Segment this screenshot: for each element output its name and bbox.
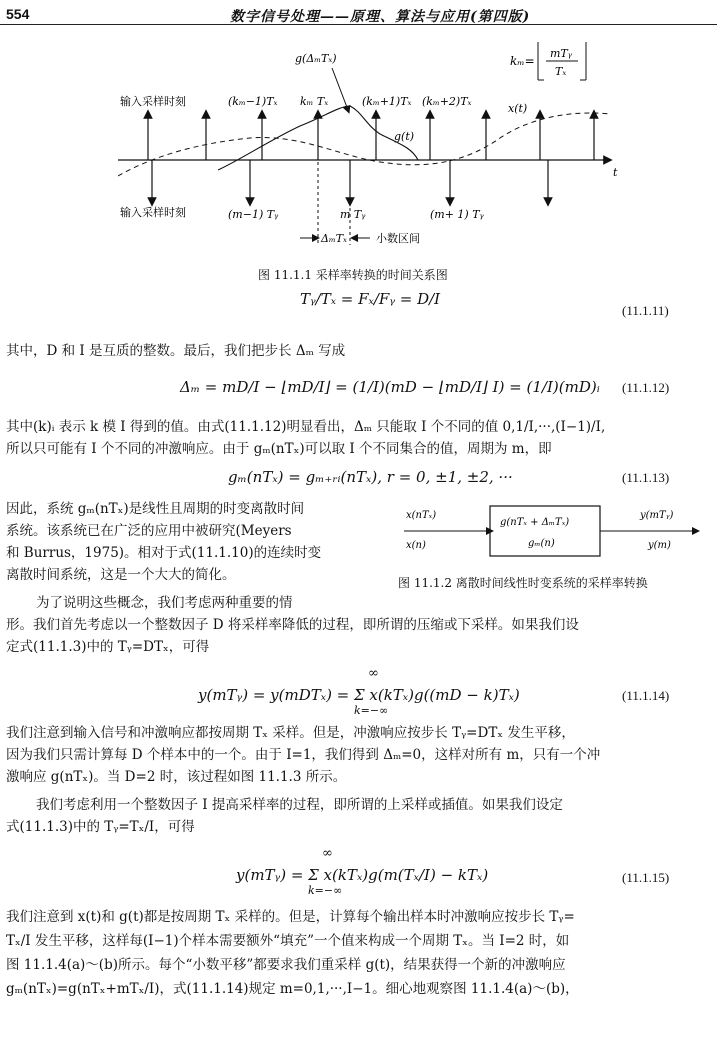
sum-upper-limit: ∞ <box>368 666 379 681</box>
equation-11-1-14: y(mTᵧ) = y(mDTₓ) = Σ x(kTₓ)g((mD − k)Tₓ) <box>198 686 520 704</box>
ltv-output-top: y(mTᵧ) <box>640 510 674 521</box>
fraction-interval-label: 小数区间 <box>376 232 420 245</box>
ltv-output-bottom: y(m) <box>648 540 671 551</box>
paragraph: 因此，系统 gₘ(nTₓ)是线性且周期的时变离散时间 <box>6 501 305 517</box>
paragraph: 式(11.1.3)中的 Tᵧ=Tₓ/I，可得 <box>6 819 195 835</box>
ltv-input-bottom: x(n) <box>406 540 426 551</box>
paragraph: 为了说明这些概念，我们考虑两种重要的情 <box>36 595 293 611</box>
paragraph: 我们考虑利用一个整数因子 I 提高采样率的过程，即所谓的上采样或插值。如果我们设定 <box>36 797 563 813</box>
paragraph: 所以只可能有 I 个不同的冲激响应。由于 gₘ(nTₓ)可以取 I 个不同集合的值，周期为 m，即 <box>6 441 552 457</box>
eq-number-11-1-13: (11.1.13) <box>622 470 670 485</box>
paragraph: 和 Burrus，1975)。相对于式(11.1.10)的连续时变 <box>6 545 322 561</box>
figure-2-caption: 图 11.1.2 离散时间线性时变系统的采样率转换 <box>398 576 648 590</box>
delta-interval-label: ΔₘTₓ <box>321 232 347 245</box>
top-tick-label: (kₘ+2)Tₓ <box>422 95 472 108</box>
eq-number-11-1-14: (11.1.14) <box>622 688 670 703</box>
sum-lower-limit: k=−∞ <box>308 884 343 897</box>
input-sample-label-bottom: 输入采样时刻 <box>120 206 186 219</box>
paragraph: 我们注意到 x(t)和 g(t)都是按周期 Tₓ 采样的。但是，计算每个输出样本时冲激响应按步长 Tᵧ= <box>6 909 575 925</box>
bottom-tick-label: (m−1) Tᵧ <box>228 208 279 221</box>
ltv-box-bottom: gₘ(n) <box>528 538 555 549</box>
eq-number-11-1-15: (11.1.15) <box>622 870 670 885</box>
top-tick-label: kₘ Tₓ <box>300 95 329 108</box>
equation-11-1-13: gₘ(nTₓ) = gₘ₊ᵣᵢ(nTₓ), r = 0, ±1, ±2, ··· <box>228 468 513 486</box>
sum-lower-limit: k=−∞ <box>354 704 389 717</box>
paragraph: 其中，D 和 I 是互质的整数。最后，我们把步长 Δₘ 写成 <box>6 343 346 359</box>
g-t-label: g(t) <box>394 130 415 143</box>
eq-number-11-1-12: (11.1.12) <box>622 380 670 395</box>
top-tick-label: (kₘ+1)Tₓ <box>362 95 412 108</box>
paragraph: 离散时间系统，这是一个大大的简化。 <box>6 567 236 583</box>
km-numerator: mTᵧ <box>550 47 572 60</box>
x-t-label: x(t) <box>508 102 528 115</box>
page-number: 554 <box>6 6 30 22</box>
equation-11-1-15: y(mTᵧ) = Σ x(kTₓ)g(m(Tₓ/I) − kTₓ) <box>236 866 489 884</box>
paragraph: 图 11.1.4(a)～(b)所示。每个“小数平移”都要求我们重采样 g(t)，结果获得一个新的冲激响应 <box>6 957 566 973</box>
equation-11-1-11: Tᵧ/Tₓ = Fₓ/Fᵧ = D/I <box>300 290 441 308</box>
paragraph: 我们注意到输入信号和冲激响应都按周期 Tₓ 采样。但是，冲激响应按步长 Tᵧ=DTₓ 发生平移， <box>6 725 575 741</box>
paragraph: 形。我们首先考虑以一个整数因子 D 将采样率降低的过程，即所谓的压缩或下采样。如果我们设 <box>6 617 579 633</box>
paragraph: 因为我们只需计算每 D 个样本中的一个。由于 I=1，我们得到 Δₘ=0，这样对所有 m，只有一个冲 <box>6 747 601 763</box>
equation-11-1-12: Δₘ = mD/I − ⌊mD/I⌋ = (1/I)(mD − ⌊mD/I⌋ I) = (1/I)(mD)ᵢ <box>180 378 600 396</box>
figure-1-caption: 图 11.1.1 采样率转换的时间关系图 <box>258 268 448 282</box>
top-tick-label: (kₘ−1)Tₓ <box>228 95 278 108</box>
book-title: 数字信号处理——原理、算法与应用(第四版) <box>230 9 531 25</box>
paragraph: 定式(11.1.3)中的 Tᵧ=DTₓ，可得 <box>6 639 210 655</box>
ltv-input-top: x(nTₓ) <box>406 510 437 521</box>
sum-upper-limit: ∞ <box>322 846 333 861</box>
figure-sampling-timing <box>100 30 630 260</box>
figure-ltv-system <box>400 498 700 568</box>
paragraph: 系统。该系统已在广泛的应用中被研究(Meyers <box>6 523 292 539</box>
paragraph: Tₓ/I 发生平移，这样每(I−1)个样本需要额外“填充”一个值来构成一个周期 Tₓ。当 I=2 时，如 <box>6 933 570 949</box>
paragraph: gₘ(nTₓ)=g(nTₓ+mTₓ/I)，式(11.1.14)规定 m=0,1,···,I−1。细心地观察图 11.1.4(a)～(b)， <box>6 981 579 997</box>
km-denominator: Tₓ <box>555 65 567 78</box>
time-axis-label: t <box>613 166 618 179</box>
paragraph: 激响应 g(nTₓ)。当 D=2 时，该过程如图 11.1.3 所示。 <box>6 769 347 785</box>
header-rule <box>0 24 717 25</box>
km-lhs: kₘ= <box>510 54 535 68</box>
bottom-tick-label: m Tᵧ <box>340 208 366 221</box>
g-delta-label: g(ΔₘTₓ) <box>295 52 337 65</box>
bottom-tick-label: (m+ 1) Tᵧ <box>430 208 484 221</box>
eq-number-11-1-11: (11.1.11) <box>622 303 669 318</box>
paragraph: 其中(k)ᵢ 表示 k 模 I 得到的值。由式(11.1.12)明显看出，Δₘ 只能取 I 个不同的值 0,1/I,···,(I−1)/I, <box>6 419 606 435</box>
ltv-box-top: g(nTₓ + ΔₘTₓ) <box>500 517 570 528</box>
input-sample-label-top: 输入采样时刻 <box>120 95 186 108</box>
